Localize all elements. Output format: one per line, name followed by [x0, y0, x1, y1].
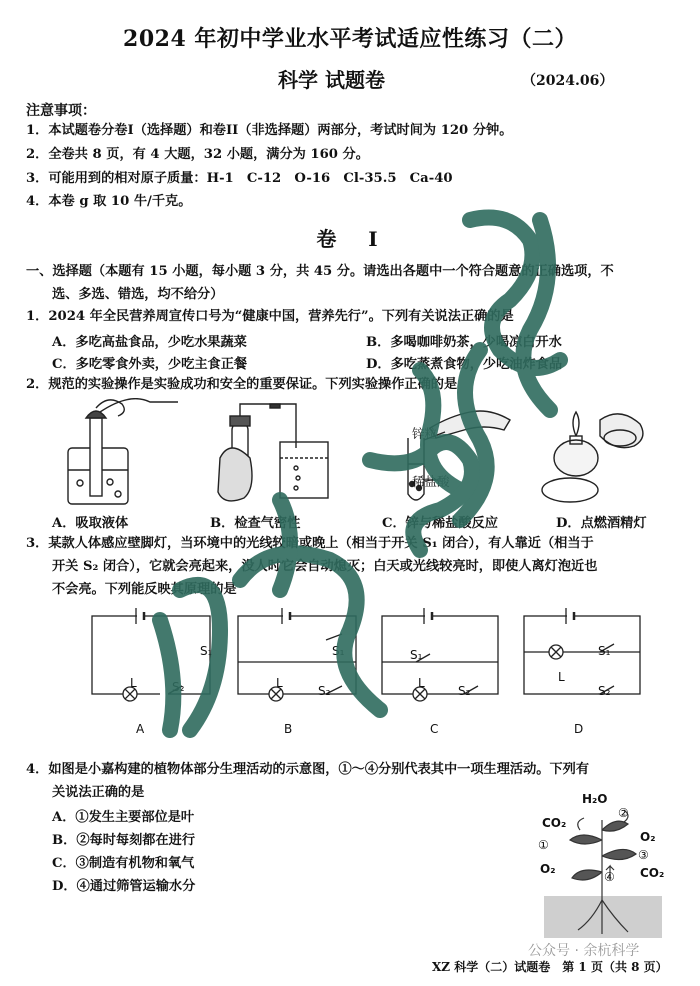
note-item-2: 2．全卷共 8 页，有 4 大题，32 小题，满分为 160 分。	[26, 147, 369, 162]
q3-circuit-diagrams	[80, 606, 660, 716]
q2-stem: 2．规范的实验操作是实验成功和安全的重要保证。下列实验操作正确的是	[26, 377, 458, 392]
q2-option-b: B．检查气密性	[210, 516, 301, 531]
airtightness-check-figure	[218, 404, 328, 501]
exam-title: 2024 年初中学业水平考试适应性练习（二）	[123, 26, 577, 52]
wechat-account-watermark: 公众号 · 余杭科学	[528, 943, 640, 959]
note-item-4: 4．本卷 g 取 10 牛/千克。	[26, 194, 192, 209]
acid-label: 稀盐酸	[412, 474, 450, 489]
circuit-c	[382, 608, 498, 701]
dropper-bottle-figure	[68, 399, 178, 504]
q4-option-c: C．③制造有机物和氧气	[52, 856, 195, 871]
q1-option-a: A．多吃高盐食品，少吃水果蔬菜	[52, 335, 247, 350]
circuit-d-lamp-label: L	[558, 670, 565, 684]
circuit-c-s2-label: S₂	[458, 684, 471, 698]
q3-stem-line-1: 3．某款人体感应壁脚灯，当环境中的光线较暗或晚上（相当于开关 S₁ 闭合），有人靠近（相当于	[26, 536, 594, 551]
circuit-b-lamp-label: L	[276, 676, 283, 690]
notes-heading: 注意事项：	[26, 103, 96, 119]
circuit-a-s1-label: S₁	[200, 644, 213, 658]
q4-stem-line-2: 关说法正确的是	[52, 785, 145, 800]
circuit-a-s2-label: S₂	[172, 680, 185, 694]
q3-stem-line-3: 不会亮。下列能反映其原理的是	[52, 582, 237, 597]
plant-co2-right-label: CO₂	[640, 866, 665, 880]
exam-date: （2024.06）	[522, 73, 614, 89]
section-intro-line-1: 一、选择题（本题有 15 小题，每小题 3 分，共 45 分。请选出各题中一个符合题意的正确选项，不	[26, 264, 614, 279]
q2-option-c: C．锌与稀盐酸反应	[382, 516, 498, 531]
q1-option-b: B．多喝咖啡奶茶，少喝凉白开水	[366, 335, 562, 350]
circuit-b-s1-label: S₁	[332, 644, 345, 658]
circuit-label-c: C	[430, 722, 439, 736]
q1-option-d: D．多吃蒸煮食物，少吃油炸食品	[366, 357, 563, 372]
q1-stem: 1．2024 年全民营养周宣传口号为“健康中国，营养先行”。下列有关说法正确的是	[26, 309, 514, 324]
circuit-d	[524, 608, 640, 694]
q4-option-b: B．②每时每刻都在进行	[52, 833, 196, 848]
note-item-1: 1．本试题卷分卷I（选择题）和卷II（非选择题）两部分，考试时间为 120 分钟。	[26, 123, 513, 138]
plant-number-4: ④	[604, 870, 615, 884]
plant-o2-left-label: O₂	[540, 862, 556, 876]
q4-option-d: D．④通过筛管运输水分	[52, 879, 196, 894]
plant-co2-left-label: CO₂	[542, 816, 567, 830]
q4-stem-line-1: 4．如图是小嘉构建的植物体部分生理活动的示意图，①～④分别代表其中一项生理活动。下列有	[26, 762, 590, 777]
plant-number-1: ①	[538, 838, 549, 852]
circuit-c-lamp-label: L	[418, 676, 425, 690]
circuit-a	[92, 608, 213, 701]
q3-stem-line-2: 开关 S₂ 闭合），它就会亮起来，没人时它会自动熄灭；白天或光线较亮时，即使人离灯泡近也	[52, 559, 598, 574]
circuit-a-lamp-label: L	[130, 676, 137, 690]
exam-subtitle: 科学 试题卷	[278, 68, 385, 92]
plant-number-2: ②	[618, 806, 629, 820]
plant-number-3: ③	[638, 848, 649, 862]
q2-apparatus-figures	[60, 398, 660, 510]
circuit-b-s2-label: S₂	[318, 684, 331, 698]
section-intro-line-2: 选、多选、错选，均不给分）	[52, 287, 224, 302]
q4-option-a: A．①发生主要部位是叶	[52, 810, 195, 825]
note-item-3: 3．可能用到的相对原子质量：H-1 C-12 O-16 Cl-35.5 Ca-40	[26, 171, 453, 186]
zinc-label: 锌粒	[412, 426, 438, 441]
plant-h2o-label: H₂O	[582, 792, 608, 806]
circuit-c-s1-label: S₁	[410, 648, 423, 662]
q2-option-a: A．吸取液体	[52, 516, 129, 531]
circuit-d-s1-label: S₁	[598, 644, 611, 658]
alcohol-lamp-figure	[542, 412, 643, 502]
q1-option-c: C．多吃零食外卖，少吃主食正餐	[52, 357, 248, 372]
q2-option-d: D．点燃酒精灯	[556, 516, 647, 531]
circuit-label-d: D	[574, 722, 584, 736]
page-footer: XZ 科学（二）试题卷 第 1 页（共 8 页）	[432, 960, 668, 974]
circuit-label-a: A	[136, 722, 145, 736]
section-title: 卷 I	[316, 227, 384, 251]
circuit-d-s2-label: S₂	[598, 684, 611, 698]
circuit-label-b: B	[284, 722, 293, 736]
plant-o2-right-label: O₂	[640, 830, 656, 844]
